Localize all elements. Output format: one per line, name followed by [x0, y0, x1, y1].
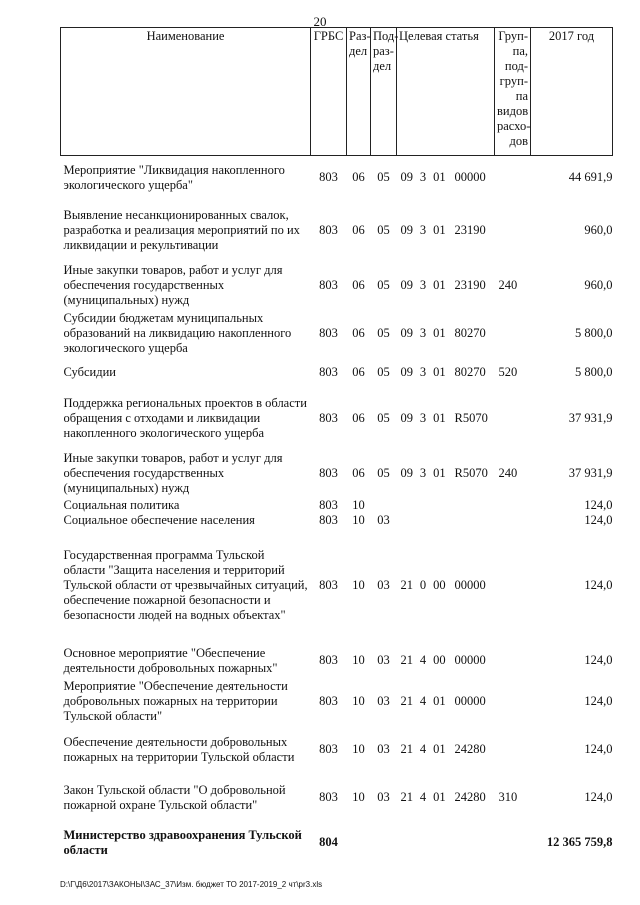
- header-grbs: ГРБС: [311, 28, 347, 156]
- row-grbs: 803: [319, 653, 338, 667]
- row-amount: 44 691,9: [568, 170, 613, 185]
- row-expense-group: 520: [498, 365, 518, 379]
- row-expense-group: [495, 156, 531, 200]
- row-name: Мероприятие "Ликвидация накопленного экологического ущерба": [63, 162, 285, 192]
- table-row: [61, 513, 613, 528]
- row-razdel: 06: [352, 365, 365, 379]
- row-grbs: 803: [319, 170, 338, 185]
- target-direction: 00000: [454, 170, 486, 185]
- page-number: 20: [313, 14, 327, 29]
- table-row: [61, 388, 613, 450]
- target-event: 01: [433, 790, 446, 804]
- target-event: 01: [433, 466, 446, 480]
- row-podrazdel: 05: [377, 223, 390, 237]
- row-podrazdel: 05: [377, 411, 390, 425]
- row-razdel: 10: [352, 742, 365, 756]
- target-event: 01: [433, 411, 446, 425]
- table-row: [61, 726, 613, 774]
- row-name: Мероприятие "Обеспечение деятельности добровольных пожарных на территории Тульской области": [63, 679, 288, 723]
- row-grbs: 803: [319, 278, 338, 292]
- row-podrazdel: 03: [377, 653, 390, 667]
- row-grbs: 803: [319, 411, 338, 425]
- target-event: 01: [433, 694, 446, 708]
- row-razdel: 06: [352, 223, 365, 237]
- header-year: 2017 год: [531, 28, 613, 156]
- target-subprogram: 3: [419, 466, 427, 480]
- target-subprogram: 3: [419, 365, 427, 379]
- target-direction: 80270: [454, 326, 486, 340]
- row-podrazdel: [371, 498, 397, 513]
- table-row: [61, 678, 613, 726]
- target-subprogram: 3: [419, 223, 427, 237]
- row-podrazdel: 05: [377, 466, 390, 480]
- row-name: Социальная политика: [63, 497, 180, 512]
- row-name: Иные закупки товаров, работ и услуг для обеспечения государственных (муниципальных) нужд: [63, 451, 283, 495]
- table-row: [61, 528, 613, 644]
- row-podrazdel: 05: [377, 365, 390, 379]
- row-razdel: 10: [352, 694, 365, 708]
- row-amount: 124,0: [584, 653, 613, 667]
- row-podrazdel: 05: [377, 278, 390, 292]
- target-direction: 00000: [454, 578, 486, 592]
- row-expense-group: [495, 726, 531, 774]
- row-target-article: [397, 498, 495, 513]
- target-program: 09: [400, 411, 413, 425]
- target-program: 21: [400, 653, 413, 667]
- row-amount: 124,0: [584, 497, 613, 512]
- header-podrazdel: Под- раз- дел: [371, 28, 397, 156]
- row-amount: 12 365 759,8: [546, 835, 613, 849]
- header-group: Груп- па, под- груп- па видов расхо- дов: [495, 28, 531, 156]
- target-direction: 23190: [454, 223, 486, 237]
- row-podrazdel: 05: [377, 170, 390, 185]
- target-subprogram: 4: [419, 694, 427, 708]
- target-program: 09: [400, 170, 413, 185]
- row-name: Государственная программа Тульской области "Защита населения и территорий Тульской области от чрезвычайных ситуаций, обеспечение пожарной безопасности и безопасности людей на водных объектах": [63, 548, 308, 622]
- row-target-article: [397, 310, 495, 358]
- row-grbs: 803: [319, 512, 338, 527]
- table-row: [61, 498, 613, 513]
- target-event: 01: [433, 170, 446, 185]
- row-razdel: [347, 822, 371, 864]
- budget-table: [60, 27, 613, 864]
- target-event: 00: [433, 578, 446, 592]
- row-grbs: 803: [319, 466, 338, 480]
- header-name: Наименование: [61, 28, 311, 156]
- target-program: 09: [400, 278, 413, 292]
- row-podrazdel: 03: [377, 694, 390, 708]
- row-expense-group: [495, 644, 531, 678]
- row-amount: 960,0: [584, 223, 613, 237]
- row-target-article: [397, 822, 495, 864]
- table-row: [61, 774, 613, 822]
- table-row: [61, 156, 613, 200]
- row-name: Выявление несанкционированных свалок, разработка и реализация мероприятий по их ликвидации и рекультивации: [63, 208, 300, 252]
- target-subprogram: 3: [419, 326, 427, 340]
- target-direction: 80270: [454, 365, 486, 379]
- row-target-article: [397, 388, 495, 450]
- target-subprogram: 3: [419, 278, 427, 292]
- target-direction: 24280: [454, 742, 486, 756]
- row-name: Социальное обеспечение населения: [63, 512, 255, 527]
- table-row: [61, 644, 613, 678]
- row-target-article: [397, 156, 495, 200]
- row-amount: 37 931,9: [568, 466, 613, 480]
- row-grbs: 803: [319, 223, 338, 237]
- target-subprogram: 3: [419, 411, 427, 425]
- target-direction: 00000: [454, 653, 486, 667]
- row-name: Основное мероприятие "Обеспечение деятельности добровольных пожарных": [63, 645, 278, 675]
- row-target-article: [397, 644, 495, 678]
- row-expense-group: [495, 498, 531, 513]
- row-podrazdel: 03: [377, 578, 390, 592]
- row-expense-group: [495, 310, 531, 358]
- row-grbs: 803: [319, 790, 338, 804]
- row-expense-group: 310: [498, 790, 518, 804]
- target-program: 09: [400, 466, 413, 480]
- row-name: Министерство здравоохранения Тульской области: [63, 827, 302, 857]
- row-podrazdel: 03: [377, 512, 390, 527]
- target-direction: R5070: [454, 466, 488, 480]
- row-name: Поддержка региональных проектов в области обращения с отходами и ликвидации накопленного экологического ущерба: [63, 396, 307, 440]
- row-grbs: 803: [319, 578, 338, 592]
- row-name: Закон Тульской области "О добровольной пожарной охране Тульской области": [63, 782, 286, 812]
- row-podrazdel: 03: [377, 790, 390, 804]
- row-expense-group: 240: [498, 466, 518, 480]
- row-grbs: 803: [319, 365, 338, 379]
- row-grbs: 804: [319, 835, 338, 849]
- row-grbs: 803: [319, 497, 338, 512]
- row-name: Обеспечение деятельности добровольных пожарных на территории Тульской области: [63, 734, 295, 764]
- row-podrazdel: [371, 822, 397, 864]
- row-expense-group: [495, 513, 531, 528]
- target-subprogram: 4: [419, 653, 427, 667]
- row-podrazdel: 03: [377, 742, 390, 756]
- target-program: 09: [400, 223, 413, 237]
- row-razdel: 10: [352, 790, 365, 804]
- row-target-article: [397, 200, 495, 262]
- target-event: 01: [433, 278, 446, 292]
- target-subprogram: 4: [419, 742, 427, 756]
- row-razdel: 06: [352, 278, 365, 292]
- row-name: Субсидии: [63, 365, 116, 379]
- row-razdel: 10: [352, 497, 365, 512]
- row-razdel: 10: [352, 578, 365, 592]
- target-program: 21: [400, 790, 413, 804]
- row-target-article: [397, 262, 495, 310]
- target-subprogram: 0: [419, 578, 427, 592]
- row-target-article: [397, 358, 495, 388]
- row-name: Иные закупки товаров, работ и услуг для обеспечения государственных (муниципальных) нужд: [63, 263, 283, 307]
- target-direction: 00000: [454, 694, 486, 708]
- row-expense-group: [495, 822, 531, 864]
- target-direction: 23190: [454, 278, 486, 292]
- row-target-article: [397, 726, 495, 774]
- row-amount: 124,0: [584, 512, 613, 527]
- target-subprogram: 4: [419, 790, 427, 804]
- target-program: 21: [400, 694, 413, 708]
- row-expense-group: [495, 678, 531, 726]
- header-razdel: Раз- дел: [347, 28, 371, 156]
- row-podrazdel: 05: [377, 326, 390, 340]
- target-event: 00: [433, 653, 446, 667]
- header-target: Целевая статья: [397, 28, 495, 156]
- target-direction: 24280: [454, 790, 486, 804]
- table-body: [61, 156, 613, 864]
- table-row: [61, 310, 613, 358]
- target-event: 01: [433, 223, 446, 237]
- row-amount: 960,0: [584, 278, 613, 292]
- row-grbs: 803: [319, 326, 338, 340]
- target-subprogram: 3: [419, 170, 427, 185]
- row-amount: 124,0: [584, 694, 613, 708]
- target-event: 01: [433, 326, 446, 340]
- row-razdel: 06: [352, 326, 365, 340]
- header-row: [61, 28, 613, 156]
- row-amount: 124,0: [584, 790, 613, 804]
- table-row: [61, 450, 613, 498]
- row-amount: 37 931,9: [568, 411, 613, 425]
- row-razdel: 06: [352, 466, 365, 480]
- target-program: 09: [400, 365, 413, 379]
- row-grbs: 803: [319, 742, 338, 756]
- target-program: 21: [400, 742, 413, 756]
- footer-file-path: D:\Г\Д6\2017\ЗАКОНЫ\ЗАС_37\Изм. бюджет ТО 2017-2019_2 чт\pr3.xls: [60, 880, 323, 889]
- target-program: 09: [400, 326, 413, 340]
- target-event: 01: [433, 742, 446, 756]
- target-program: 21: [400, 578, 413, 592]
- row-amount: 5 800,0: [575, 365, 613, 379]
- row-amount: 5 800,0: [575, 326, 613, 340]
- table-row: [61, 262, 613, 310]
- row-grbs: 803: [319, 694, 338, 708]
- row-name: Субсидии бюджетам муниципальных образований на ликвидацию накопленного экологического ущерба: [63, 311, 292, 355]
- row-expense-group: [495, 528, 531, 644]
- row-razdel: 06: [352, 411, 365, 425]
- row-expense-group: [495, 200, 531, 262]
- row-razdel: 10: [352, 653, 365, 667]
- table-row: [61, 822, 613, 864]
- row-target-article: [397, 513, 495, 528]
- table-row: [61, 358, 613, 388]
- row-target-article: [397, 528, 495, 644]
- row-razdel: 10: [352, 512, 365, 527]
- row-razdel: 06: [352, 170, 365, 185]
- table-row: [61, 200, 613, 262]
- row-expense-group: 240: [498, 278, 518, 292]
- row-amount: 124,0: [584, 578, 613, 592]
- row-amount: 124,0: [584, 742, 613, 756]
- row-target-article: [397, 774, 495, 822]
- row-target-article: [397, 678, 495, 726]
- target-event: 01: [433, 365, 446, 379]
- row-expense-group: [495, 388, 531, 450]
- target-direction: R5070: [454, 411, 488, 425]
- row-target-article: [397, 450, 495, 498]
